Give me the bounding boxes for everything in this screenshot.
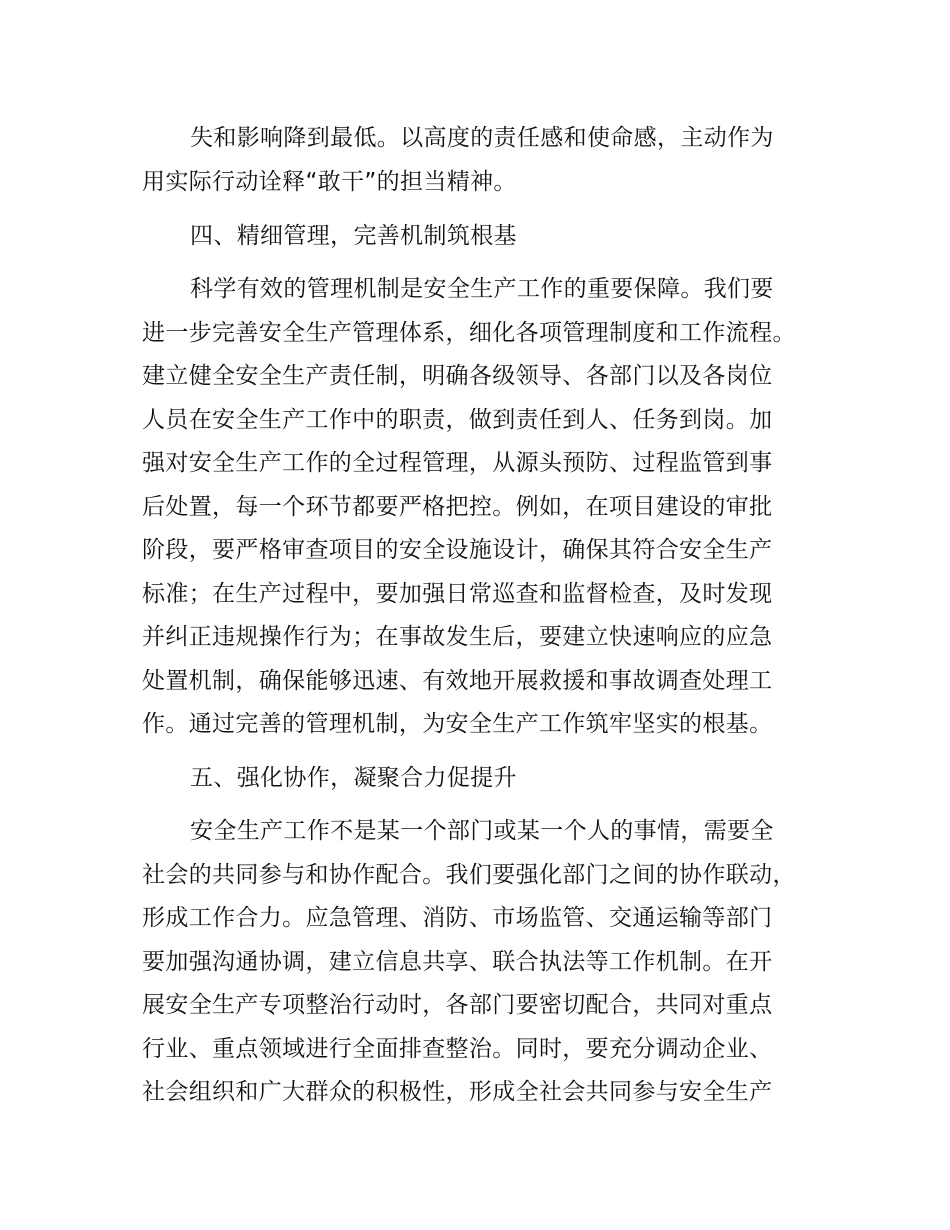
body-text-line: 社会的共同参与和协作配合。我们要强化部门之间的协作联动，	[142, 862, 796, 888]
body-text-line: 标准；在生产过程中，要加强日常巡查和监督检查，及时发现	[142, 581, 773, 607]
body-text-line: 阶段，要严格审查项目的安全设施设计，确保其符合安全生产	[142, 537, 773, 563]
body-text-line: 并纠正违规操作行为；在事故发生后，要建立快速响应的应急	[142, 624, 773, 650]
body-text-line: 人员在安全生产工作中的职责，做到责任到人、任务到岗。加	[142, 407, 773, 433]
body-text-line: 强对安全生产工作的全过程管理，从源头预防、过程监管到事	[142, 450, 773, 476]
body-text-line: 社会组织和广大群众的积极性，形成全社会共同参与安全生产	[142, 1079, 773, 1105]
body-text-line: 行业、重点领域进行全面排查整治。同时，要充分调动企业、	[142, 1036, 773, 1062]
body-text-line: 安全生产工作不是某一个部门或某一个人的事情，需要全	[190, 818, 774, 844]
body-text-line: 要加强沟通协调，建立信息共享、联合执法等工作机制。在开	[142, 949, 773, 975]
body-text-line: 用实际行动诠释“敢干”的担当精神。	[142, 169, 517, 195]
body-text-line: 作。通过完善的管理机制，为安全生产工作筑牢坚实的根基。	[142, 711, 773, 737]
section-heading: 四、精细管理，完善机制筑根基	[190, 223, 517, 249]
body-text-line: 失和影响降到最低。以高度的责任感和使命感，主动作为	[190, 125, 774, 151]
body-text-line: 进一步完善安全生产管理体系，细化各项管理制度和工作流程。	[142, 320, 796, 346]
body-text-line: 形成工作合力。应急管理、消防、市场监管、交通运输等部门	[142, 905, 773, 931]
body-text-line: 科学有效的管理机制是安全生产工作的重要保障。我们要	[190, 276, 774, 302]
body-text-line: 建立健全安全生产责任制，明确各级领导、各部门以及各岗位	[142, 363, 773, 389]
section-heading: 五、强化协作，凝聚合力促提升	[190, 765, 517, 791]
body-text-line: 后处置，每一个环节都要严格把控。例如，在项目建设的审批	[142, 494, 773, 520]
body-text-line: 处置机制，确保能够迅速、有效地开展救援和事故调查处理工	[142, 668, 773, 694]
body-text-line: 展安全生产专项整治行动时，各部门要密切配合，共同对重点	[142, 992, 773, 1018]
